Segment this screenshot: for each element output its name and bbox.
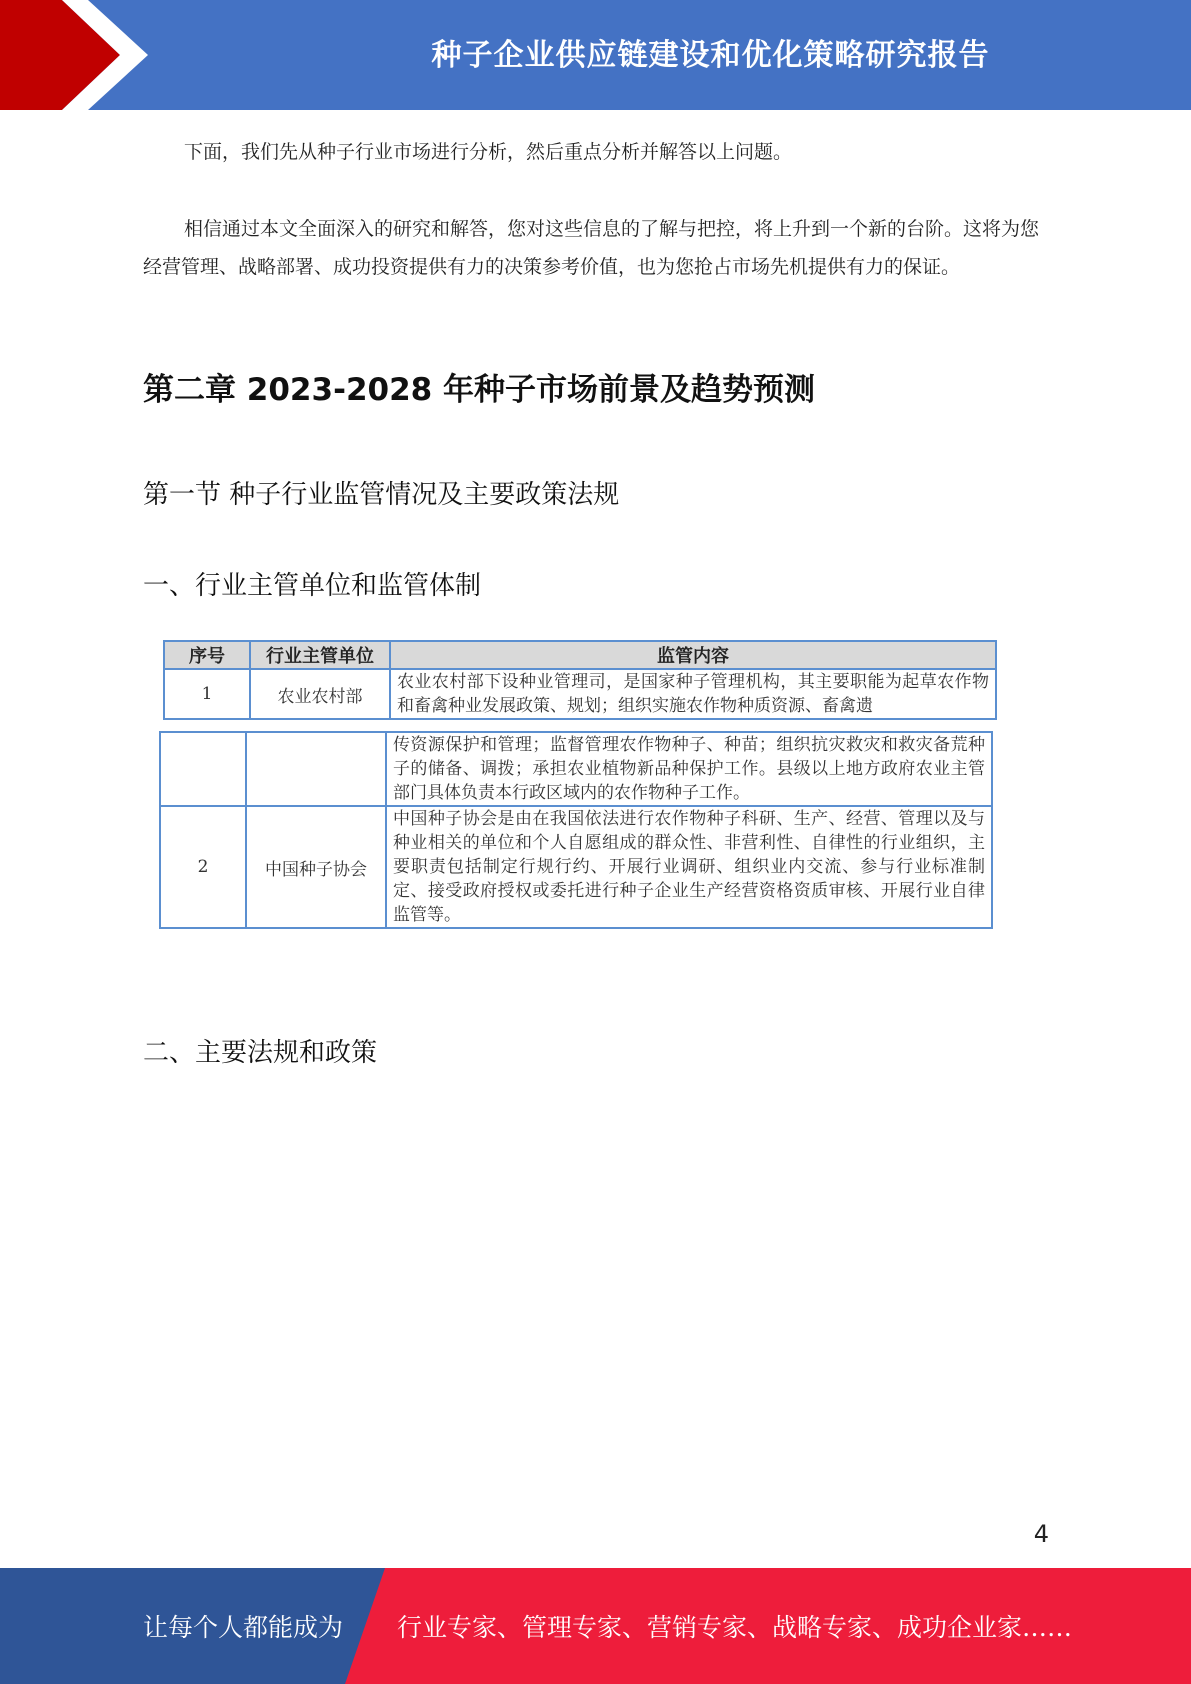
table-header-content: 监管内容 <box>390 641 996 669</box>
footer-slogan-left: 让每个人都能成为 <box>143 1613 344 1642</box>
section-title: 第一节 种子行业监管情况及主要政策法规 <box>143 480 620 510</box>
table-cell-no: 1 <box>164 669 250 719</box>
summary-paragraph: 相信通过本文全面深入的研究和解答，您对这些信息的了解与把控，将上升到一个新的台阶。这将为您经营管理、战略部署、成功投资提供有力的决策参考价值，也为您抢占市场先机提供有力的保证。 <box>143 218 1040 278</box>
table-cell-unit-empty <box>246 732 386 806</box>
footer-slogan-right: 行业专家、管理专家、营销专家、战略专家、成功企业家…… <box>397 1613 1073 1642</box>
table-cell-content: 中国种子协会是由在我国依法进行农作物种子科研、生产、经营、管理以及与种业相关的单位和个人自愿组成的群众性、非营利性、自律性的行业组织，主要职责包括制定行规行约、开展行业调研、组织业内交流、参与行业标准制定、接受政府授权或委托进行种子企业生产经营资格资质审核、开展行业自律监管等。 <box>386 806 992 928</box>
table-header-row <box>164 641 996 669</box>
table-cell-content: 农业农村部下设种业管理司，是国家种子管理机构，其主要职能为起草农作物和畜禽种业发展政策、规划；组织实施农作物种质资源、畜禽遗 <box>390 669 996 719</box>
table-row <box>160 732 992 806</box>
table-cell-no-empty <box>160 732 246 806</box>
table-cell-no: 2 <box>160 806 246 928</box>
page-header <box>0 0 1191 110</box>
table-cell-content: 传资源保护和管理；监督管理农作物种子、种苗；组织抗灾救灾和救灾备荒种子的储备、调拨；承担农业植物新品种保护工作。县级以上地方政府农业主管部门具体负责本行政区域内的农作物种子工作。 <box>386 732 992 806</box>
table-header-unit: 行业主管单位 <box>250 641 390 669</box>
report-title: 种子企业供应链建设和优化策略研究报告 <box>431 38 990 73</box>
subsection-title-regulations: 二、主要法规和政策 <box>143 1038 378 1068</box>
regulator-table-part1 <box>163 640 997 720</box>
subsection-title-regulators: 一、行业主管单位和监管体制 <box>143 571 482 601</box>
regulator-table-part2 <box>159 731 993 929</box>
table-row <box>160 806 992 928</box>
chapter-title: 第二章 2023-2028 年种子市场前景及趋势预测 <box>143 372 816 408</box>
intro-paragraph: 下面，我们先从种子行业市场进行分析，然后重点分析并解答以上问题。 <box>184 141 793 163</box>
page-footer <box>0 1568 1191 1684</box>
table-header-no: 序号 <box>164 641 250 669</box>
table-cell-unit: 农业农村部 <box>250 669 390 719</box>
page-number: 4 <box>1033 1520 1049 1548</box>
table-row <box>164 669 996 719</box>
table-cell-unit: 中国种子协会 <box>246 806 386 928</box>
